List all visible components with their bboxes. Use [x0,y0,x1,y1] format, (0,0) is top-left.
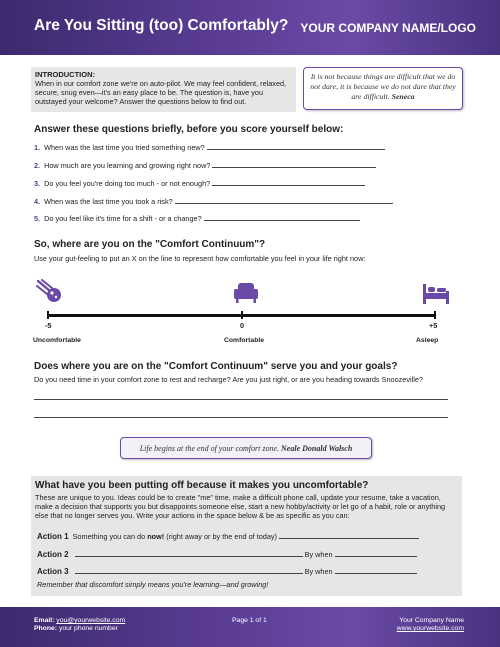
introduction-text: When in our comfort zone we're on auto-pilot. We may feel confident, relaxed, secure, snug even—it's an easy place to be. The question is, have you outstayed your welcome? Answer the questions below to find out. [35,79,287,106]
actions-panel [31,476,462,596]
question-2 [34,160,376,170]
action-1-line[interactable] [279,531,419,539]
question-text: When was the last time you took a risk? [44,197,173,206]
by-when-label: By when [304,550,333,559]
question-number: 3. [34,179,41,188]
header-banner [0,0,500,55]
continuum-instruction: Use your gut-feeling to put an X on the line to represent how comfortable you feel in your life right now: [34,254,366,263]
question-5 [34,213,360,223]
quote-author: Seneca [391,92,415,101]
question-3 [34,178,365,188]
actions-heading: What have you been putting off because it makes you uncomfortable? [35,480,369,491]
answer-line-2[interactable] [212,160,376,168]
action-3-by-when-line[interactable] [335,566,417,574]
continuum-heading: So, where are you on the "Comfort Continuum"? [34,239,266,250]
action-3-line[interactable] [75,566,303,574]
quote-text: It is not because things are difficult that we do not dare, it is because we do not dare that they are difficult. [310,72,456,101]
action-1-prompt: Something you can do [72,532,148,541]
action-1-now: now! [147,532,165,541]
question-number: 1. [34,143,41,152]
action-3-row [37,566,417,576]
company-logo-text: YOUR COMPANY NAME/LOGO [300,21,476,35]
email-link[interactable]: you@yourwebsite.com [56,617,126,624]
actions-text: These are unique to you. Ideas could be to create "me" time, make a difficult phone call, update your resume, take a vacation, make a decision that supports you but disappoints someone else, start a new hobby/activity or let go of a habit, role or anything else that no longer serves you. Write your actions in the space below & be as specific as you can: [35,493,446,520]
phone-number: your phone number [58,625,118,632]
question-number: 2. [34,161,41,170]
action-2-line[interactable] [75,549,303,557]
question-1 [34,142,385,152]
goals-answer-line-2[interactable] [34,417,448,418]
quote-text: Life begins at the end of your comfort zone. [139,444,280,453]
goals-text: Do you need time in your comfort zone to rest and recharge? Are you just right, or are you heading towards Snoozeville? [34,375,423,384]
seneca-quote [303,67,463,110]
website-link[interactable]: www.yourwebsite.com [396,625,464,632]
goals-heading: Does where you are on the "Comfort Continuum" serve you and your goals? [34,361,398,372]
action-1-suffix: (right away or by the end of today) [164,532,277,541]
footer-banner [0,607,500,647]
questions-heading: Answer these questions briefly, before you score yourself below: [34,124,344,135]
armchair-icon [233,281,259,310]
question-number: 5. [34,214,41,223]
phone-label: Phone: [34,625,58,632]
action-2-row [37,549,417,559]
quote-author: Neale Donald Walsch [281,444,353,453]
action-1-label: Action 1 [37,532,69,541]
scale-value-plus-5: +5 [429,321,438,330]
question-number: 4. [34,197,41,206]
answer-line-1[interactable] [207,142,385,150]
meteor-icon [36,279,64,310]
bed-icon [422,283,450,310]
company-name: Your Company Name [399,617,464,624]
question-text: Do you feel like it's time for a shift - or a change? [44,214,202,223]
scale-label-uncomfortable: Uncomfortable [33,337,81,344]
introduction-heading: INTRODUCTION: [35,70,95,79]
answer-line-5[interactable] [204,213,360,221]
answer-line-4[interactable] [175,196,393,204]
walsch-quote [120,437,372,459]
tick-zero [241,311,243,319]
email-label: Email: [34,617,55,624]
actions-footnote: Remember that discomfort simply means you're learning—and growing! [37,580,269,589]
tick-plus-5 [434,311,436,319]
answer-line-3[interactable] [212,178,365,186]
footer-contact [34,617,125,633]
action-2-label: Action 2 [37,550,69,559]
action-2-by-when-line[interactable] [335,549,417,557]
scale-value-minus-5: -5 [45,321,52,330]
question-text: Do you feel you're doing too much - or not enough? [44,179,211,188]
scale-value-zero: 0 [240,321,245,330]
question-text: How much are you learning and growing right now? [44,161,211,170]
scale-label-comfortable: Comfortable [224,337,265,344]
page-title: Are You Sitting (too) Comfortably? [34,17,289,34]
scale-label-asleep: Asleep [416,337,439,344]
footer-company [397,617,464,633]
question-text: When was the last time you tried something new? [44,143,205,152]
introduction-box [31,67,296,112]
goals-answer-line-1[interactable] [34,399,448,400]
by-when-label: By when [304,567,333,576]
question-4 [34,196,393,206]
action-3-label: Action 3 [37,567,69,576]
action-1-row [37,531,419,541]
page-number: Page 1 of 1 [232,617,267,624]
tick-minus-5 [47,311,49,319]
